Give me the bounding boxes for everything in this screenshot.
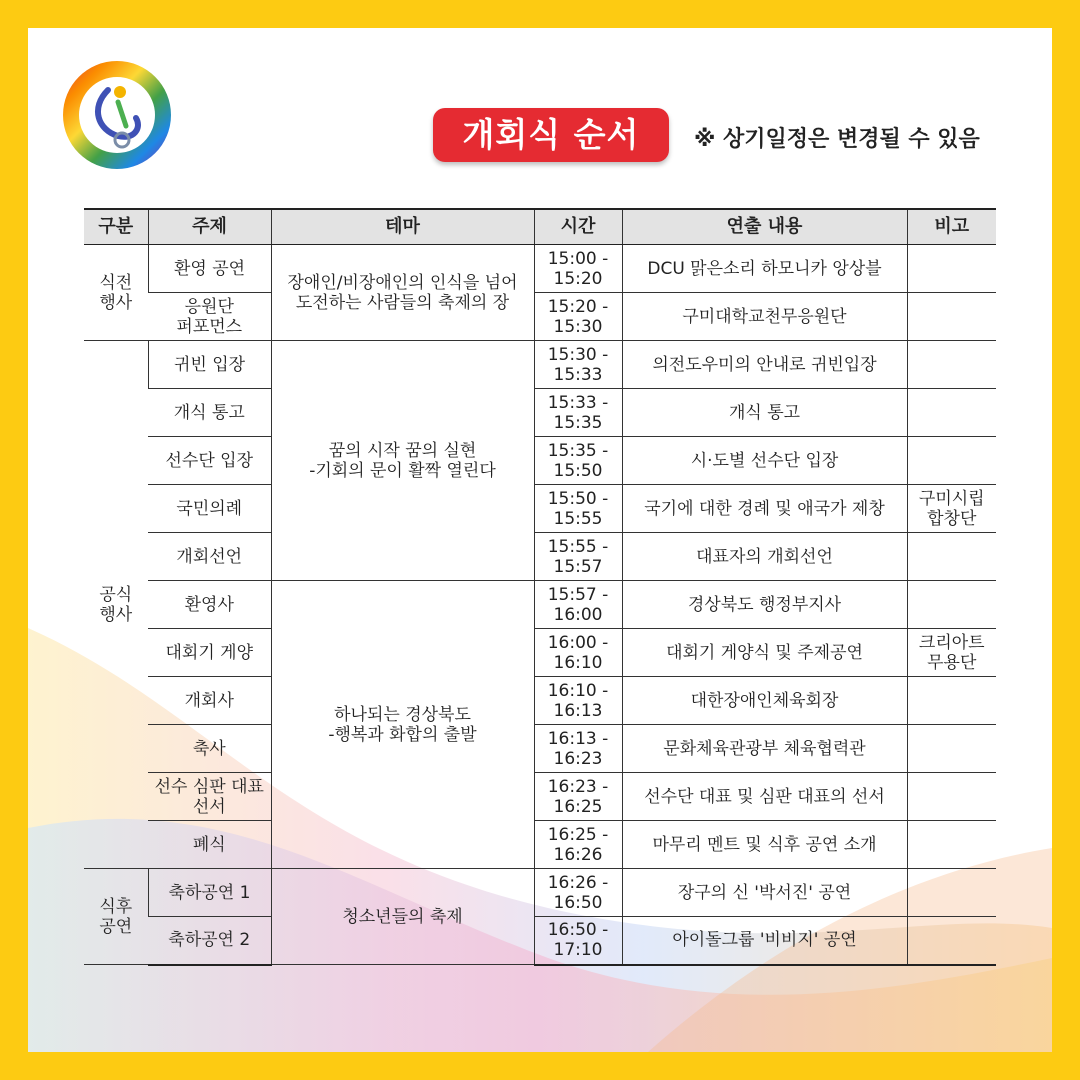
theme-cell: 장애인/비장애인의 인식을 넘어 도전하는 사람들의 축제의 장 (271, 245, 534, 341)
table-row (84, 581, 996, 629)
time-cell: 15:55 - 15:57 (534, 533, 622, 581)
group-cell: 공식 행사 (84, 341, 148, 869)
table-row (84, 389, 996, 437)
content-cell: 대한장애인체육회장 (622, 677, 907, 725)
content-cell: 의전도우미의 안내로 귀빈입장 (622, 341, 907, 389)
table-row (84, 821, 996, 869)
topic-cell: 개식 통고 (148, 389, 271, 437)
topic-cell: 귀빈 입장 (148, 341, 271, 389)
time-cell: 16:26 - 16:50 (534, 869, 622, 917)
time-cell: 15:35 - 15:50 (534, 437, 622, 485)
time-cell: 16:13 - 16:23 (534, 725, 622, 773)
time-cell: 16:25 - 16:26 (534, 821, 622, 869)
content-cell: 대회기 게양식 및 주제공연 (622, 629, 907, 677)
topic-cell: 선수단 입장 (148, 437, 271, 485)
time-cell: 15:57 - 16:00 (534, 581, 622, 629)
table-row (84, 293, 996, 341)
table-row (84, 677, 996, 725)
time-cell: 15:33 - 15:35 (534, 389, 622, 437)
page-title: 개회식 순서 (433, 108, 669, 162)
time-cell: 16:50 - 17:10 (534, 917, 622, 965)
topic-cell: 대회기 게양 (148, 629, 271, 677)
table-row (84, 341, 996, 389)
content-cell: 국기에 대한 경례 및 애국가 제창 (622, 485, 907, 533)
time-cell: 16:10 - 16:13 (534, 677, 622, 725)
content-cell: 아이돌그룹 '비비지' 공연 (622, 917, 907, 965)
table-row (84, 773, 996, 821)
topic-cell: 개회선언 (148, 533, 271, 581)
topic-cell: 축하공연 2 (148, 917, 271, 965)
note-cell (907, 437, 996, 485)
table-row (84, 485, 996, 533)
theme-cell: 하나되는 경상북도 -행복과 화합의 출발 (271, 581, 534, 869)
note-cell (907, 533, 996, 581)
header-theme: 테마 (271, 209, 534, 245)
poster-card (28, 28, 1052, 1052)
note-cell (907, 725, 996, 773)
content-cell: 경상북도 행정부지사 (622, 581, 907, 629)
note-cell (907, 581, 996, 629)
table-row (84, 245, 996, 293)
time-cell: 15:50 - 15:55 (534, 485, 622, 533)
schedule-change-notice: ※ 상기일정은 변경될 수 있음 (694, 127, 980, 152)
table-row (84, 437, 996, 485)
topic-cell: 축하공연 1 (148, 869, 271, 917)
table-row (84, 533, 996, 581)
topic-cell: 응원단 퍼포먼스 (148, 293, 271, 341)
topic-cell: 환영 공연 (148, 245, 271, 293)
header-note: 비고 (907, 209, 996, 245)
time-cell: 15:20 - 15:30 (534, 293, 622, 341)
table-header-row (84, 209, 996, 245)
content-cell: DCU 맑은소리 하모니카 앙상블 (622, 245, 907, 293)
header-topic: 주제 (148, 209, 271, 245)
content-cell: 선수단 대표 및 심판 대표의 선서 (622, 773, 907, 821)
table-row (84, 869, 996, 917)
note-cell (907, 245, 996, 293)
group-cell: 식후 공연 (84, 869, 148, 965)
header-category: 구분 (84, 209, 148, 245)
group-cell: 식전 행사 (84, 245, 148, 341)
theme-cell: 청소년들의 축제 (271, 869, 534, 965)
note-cell (907, 389, 996, 437)
content-cell: 문화체육관광부 체육협력관 (622, 725, 907, 773)
topic-cell: 국민의례 (148, 485, 271, 533)
content-cell: 대표자의 개회선언 (622, 533, 907, 581)
content-cell: 장구의 신 '박서진' 공연 (622, 869, 907, 917)
note-cell: 크리아트 무용단 (907, 629, 996, 677)
content-cell: 구미대학교천무응원단 (622, 293, 907, 341)
note-cell (907, 821, 996, 869)
note-cell (907, 677, 996, 725)
note-cell: 구미시립 합창단 (907, 485, 996, 533)
note-cell (907, 869, 996, 917)
content-cell: 개식 통고 (622, 389, 907, 437)
games-logo (60, 58, 174, 172)
time-cell: 15:00 - 15:20 (534, 245, 622, 293)
table-row (84, 629, 996, 677)
note-cell (907, 293, 996, 341)
content-cell: 마무리 멘트 및 식후 공연 소개 (622, 821, 907, 869)
header-time: 시간 (534, 209, 622, 245)
topic-cell: 환영사 (148, 581, 271, 629)
note-cell (907, 917, 996, 965)
theme-cell: 꿈의 시작 꿈의 실현 -기회의 문이 활짝 열린다 (271, 341, 534, 581)
time-cell: 16:00 - 16:10 (534, 629, 622, 677)
note-cell (907, 341, 996, 389)
ceremony-schedule-table (84, 208, 996, 966)
topic-cell: 개회사 (148, 677, 271, 725)
table-row (84, 725, 996, 773)
topic-cell: 축사 (148, 725, 271, 773)
time-cell: 15:30 - 15:33 (534, 341, 622, 389)
time-cell: 16:23 - 16:25 (534, 773, 622, 821)
header-content: 연출 내용 (622, 209, 907, 245)
topic-cell: 선수 심판 대표 선서 (148, 773, 271, 821)
note-cell (907, 773, 996, 821)
table-row (84, 917, 996, 965)
content-cell: 시·도별 선수단 입장 (622, 437, 907, 485)
topic-cell: 폐식 (148, 821, 271, 869)
